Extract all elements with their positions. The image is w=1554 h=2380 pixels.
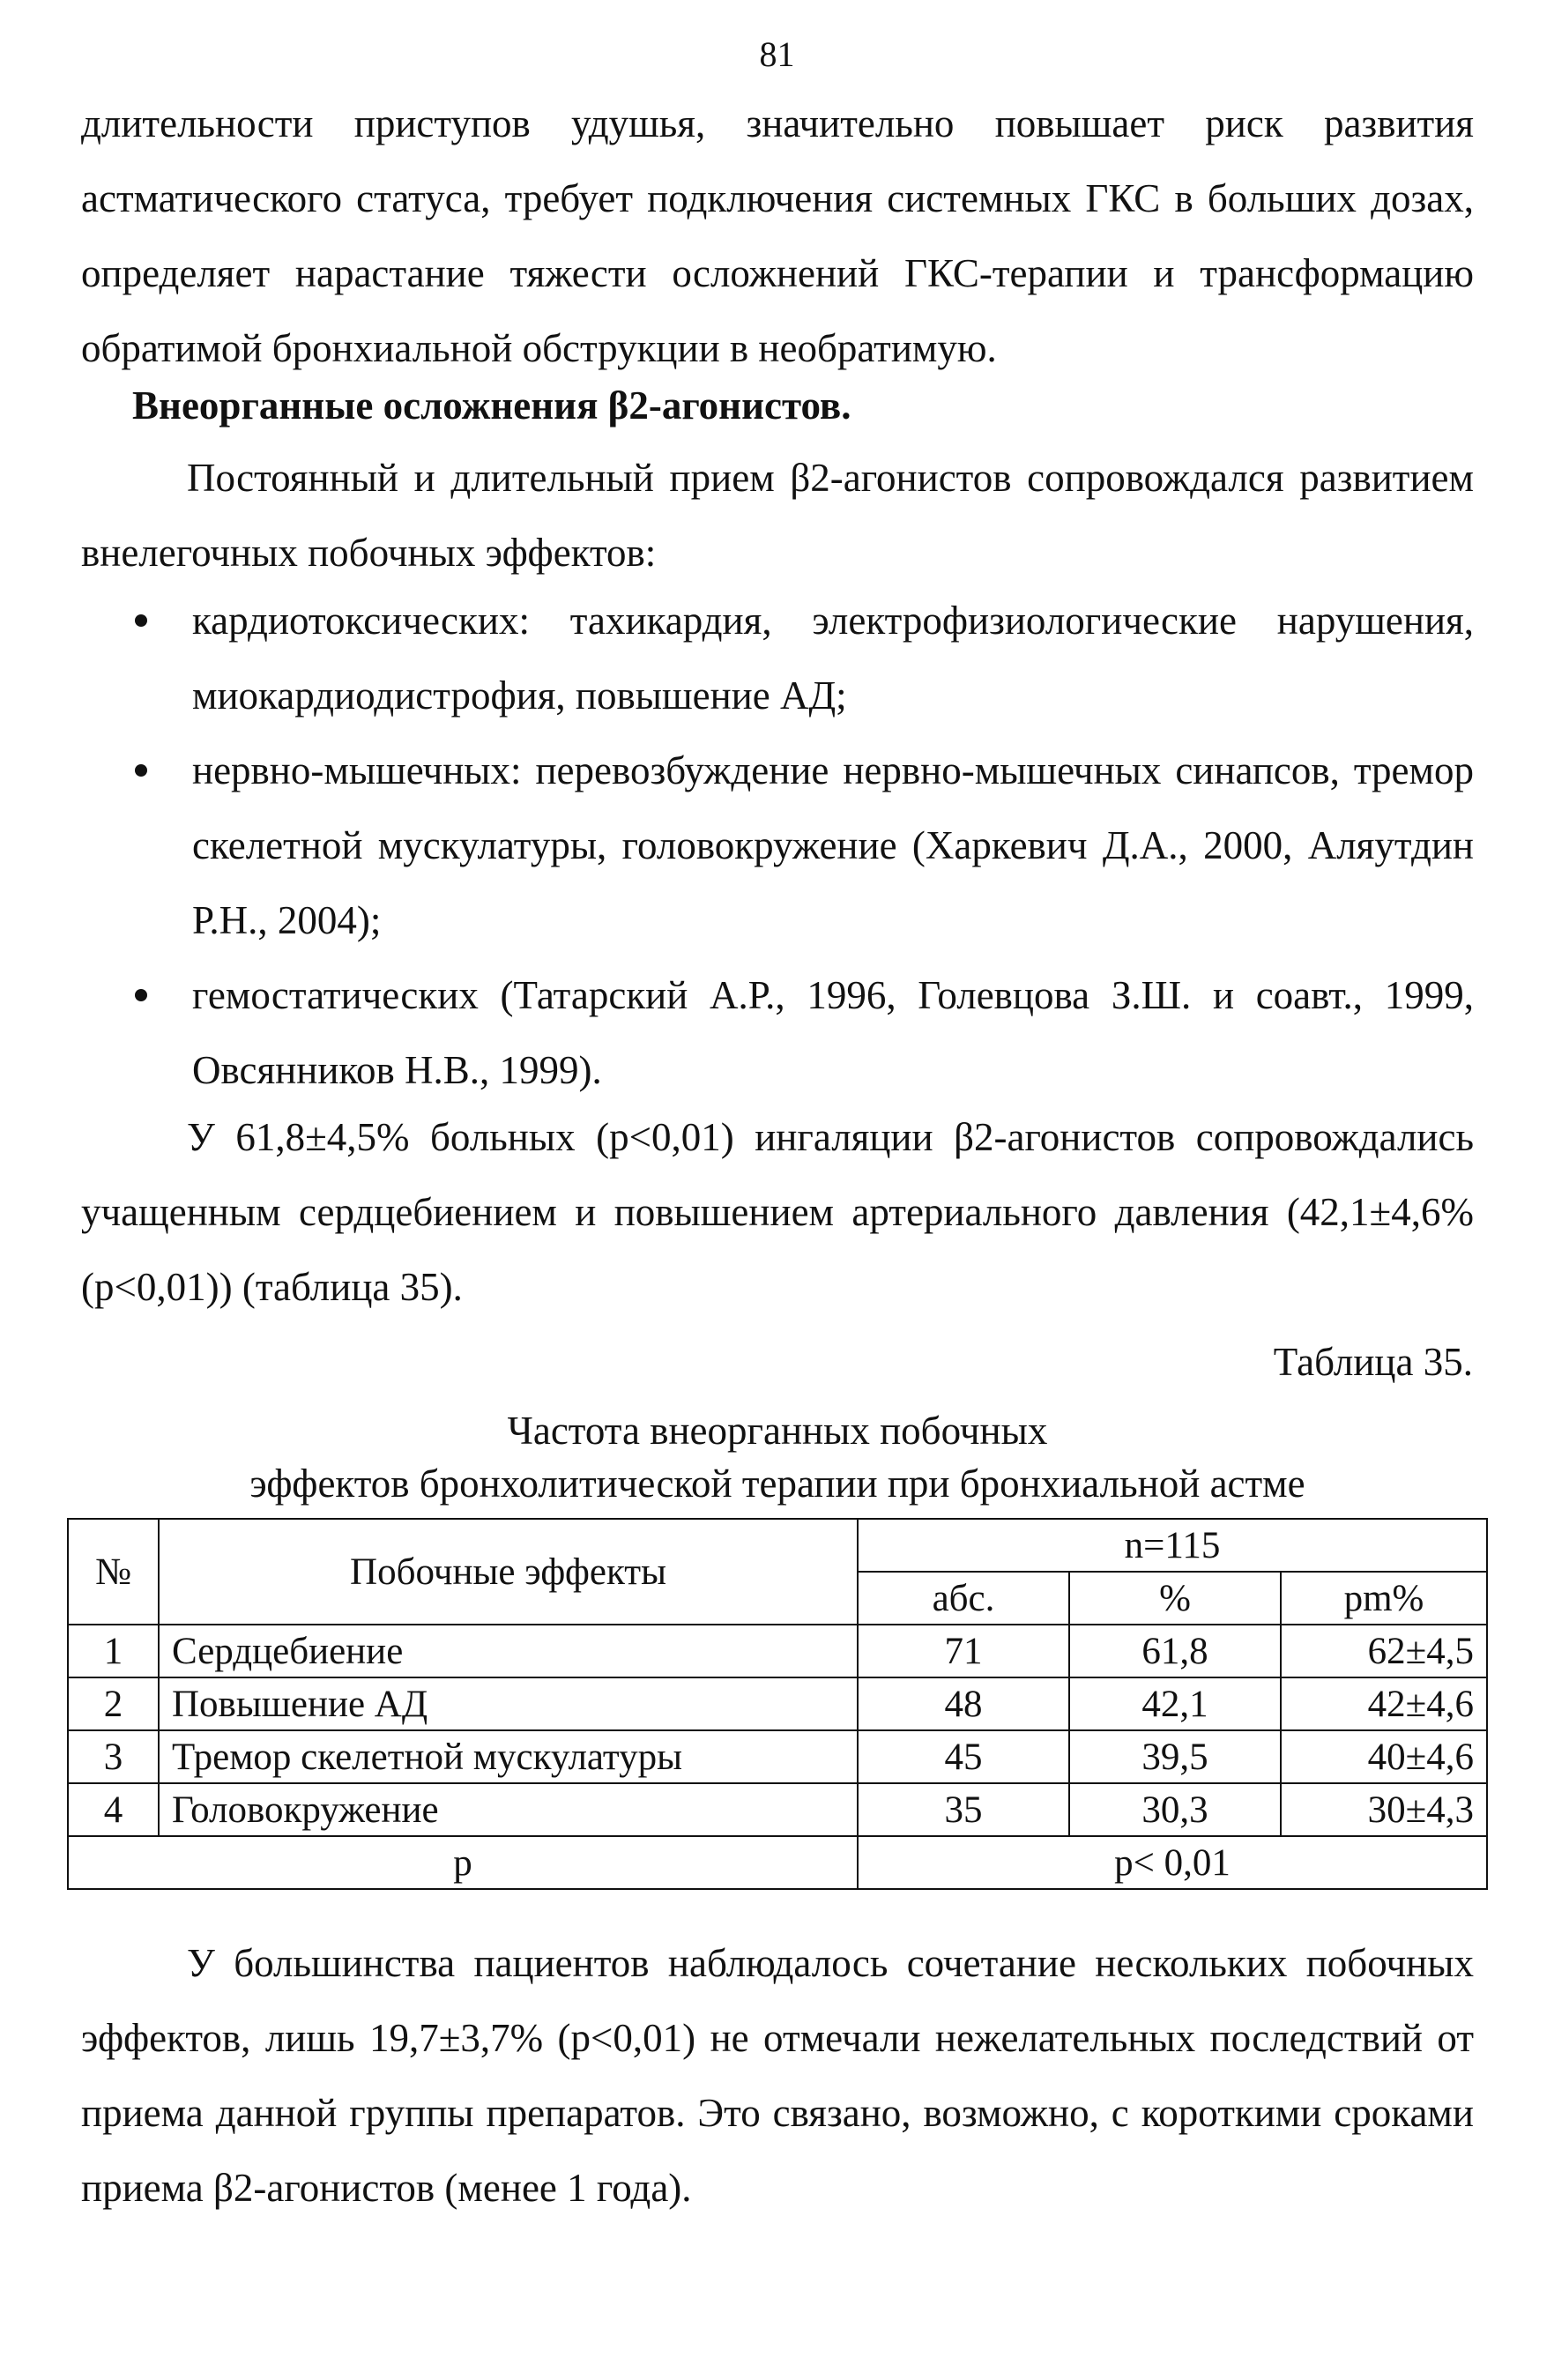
list-item <box>104 733 1474 958</box>
table-label: Таблица 35. <box>1273 1340 1473 1384</box>
footer-label: р <box>68 1836 858 1889</box>
cell-pm-percent: 40±4,6 <box>1281 1730 1487 1783</box>
table-footer-row <box>68 1836 1487 1889</box>
list-item <box>104 958 1474 1108</box>
list-item <box>104 584 1474 733</box>
page-number: 81 <box>759 34 795 74</box>
cell-percent: 61,8 <box>1069 1625 1281 1677</box>
table-row <box>68 1783 1487 1836</box>
paragraph-intro: Постоянный и длительный прием β2-агонистов сопровождался развитием внелегочных побочных эффектов: <box>81 456 1474 575</box>
side-effects-list <box>104 584 1474 1108</box>
cell-percent: 42,1 <box>1069 1677 1281 1730</box>
header-side-effects: Побочные эффекты <box>159 1519 858 1625</box>
side-effects-table <box>67 1518 1488 1890</box>
cell-pm-percent: 42±4,6 <box>1281 1677 1487 1730</box>
cell-effect: Тремор скелетной мускулатуры <box>159 1730 858 1783</box>
paragraph-conclusion: У большинства пациентов наблюдалось сочетание нескольких побочных эффектов, лишь 19,7±3,7% (р<0,01) не отмечали нежелательных последствий от приема данной группы препаратов. Это связано, возможно, с короткими сроками приема β2-агонистов (менее 1 года). <box>81 1941 1474 2210</box>
table-caption-line: эффектов бронхолитической терапии при бронхиальной астме <box>249 1461 1305 1506</box>
section-heading: Внеорганные осложнения β2-агонистов. <box>132 383 851 428</box>
list-item-text: нервно-мышечных: перевозбуждение нервно-мышечных синапсов, тремор скелетной мускулатуры, головокружение (Харкевич Д.А., 2000, Аляутдин Р.Н., 2004); <box>192 748 1474 942</box>
list-item-text: гемостатических (Татарский А.Р., 1996, Голевцова З.Ш. и соавт., 1999, Овсянников Н.В., 1999). <box>192 973 1474 1092</box>
cell-absolute: 45 <box>858 1730 1069 1783</box>
header-absolute: абс. <box>858 1572 1069 1625</box>
table-row <box>68 1730 1487 1783</box>
cell-absolute: 71 <box>858 1625 1069 1677</box>
cell-effect: Головокружение <box>159 1783 858 1836</box>
header-number: № <box>68 1519 159 1625</box>
cell-pm-percent: 30±4,3 <box>1281 1783 1487 1836</box>
table-caption-line: Частота внеорганных побочных <box>507 1409 1048 1453</box>
cell-number: 3 <box>68 1730 159 1783</box>
table-header-row <box>68 1519 1487 1572</box>
cell-number: 4 <box>68 1783 159 1836</box>
cell-number: 2 <box>68 1677 159 1730</box>
cell-number: 1 <box>68 1625 159 1677</box>
table-caption <box>81 1404 1474 1510</box>
paragraph-continuation: длительности приступов удушья, значительно повышает риск развития астматического статуса, требует подключения системных ГКС в больших дозах, определяет нарастание тяжести осложнений ГКС-терапии и трансформацию обратимой бронхиальной обструкции в необратимую. <box>81 101 1474 370</box>
bullet-icon <box>135 989 147 1001</box>
table-row <box>68 1625 1487 1677</box>
bullet-icon <box>135 614 147 627</box>
table-row <box>68 1677 1487 1730</box>
header-sample-size: n=115 <box>858 1519 1487 1572</box>
header-pm-percent: pm% <box>1281 1572 1487 1625</box>
cell-absolute: 48 <box>858 1677 1069 1730</box>
list-item-text: кардиотоксических: тахикардия, электрофизиологические нарушения, миокардиодистрофия, повышение АД; <box>192 599 1474 718</box>
cell-effect: Повышение АД <box>159 1677 858 1730</box>
paragraph-results: У 61,8±4,5% больных (р<0,01) ингаляции β2-агонистов сопровождались учащенным сердцебиением и повышением артериального давления (42,1±4,6% (р<0,01)) (таблица 35). <box>81 1115 1474 1309</box>
header-percent: % <box>1069 1572 1281 1625</box>
cell-percent: 39,5 <box>1069 1730 1281 1783</box>
cell-percent: 30,3 <box>1069 1783 1281 1836</box>
footer-significance: р< 0,01 <box>858 1836 1487 1889</box>
bullet-icon <box>135 764 147 777</box>
cell-absolute: 35 <box>858 1783 1069 1836</box>
cell-effect: Сердцебиение <box>159 1625 858 1677</box>
cell-pm-percent: 62±4,5 <box>1281 1625 1487 1677</box>
